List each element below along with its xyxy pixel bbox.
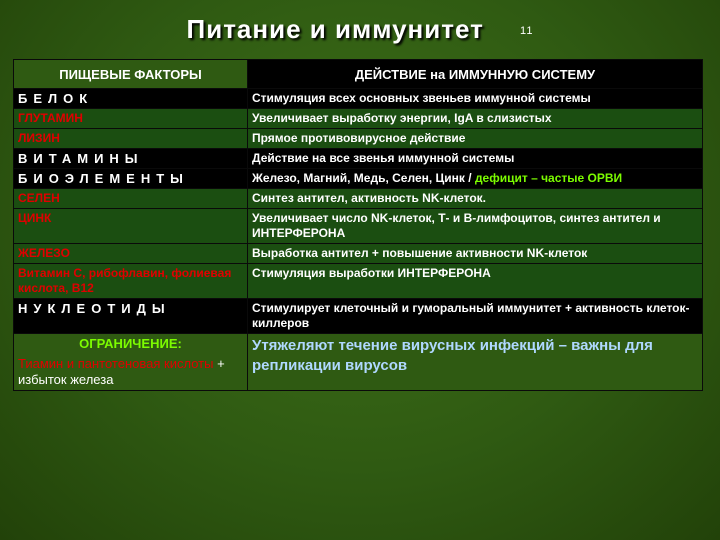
factor-cell: ГЛУТАМИН (14, 109, 248, 129)
effect-cell: Увеличивает число NK-клеток, Т- и В-лимфоцитов, синтез антител и ИНТЕРФЕРОНА (248, 209, 703, 244)
table-row (14, 209, 703, 244)
limitation-cell (14, 334, 248, 391)
deficit-note: дефицит – частые ОРВИ (474, 171, 623, 185)
factor-cell: ЖЕЛЕЗО (14, 244, 248, 264)
factor-cell: ЦИНК (14, 209, 248, 244)
table-row (14, 149, 703, 169)
table-row (14, 129, 703, 149)
limitation-extra: + избыток железа (18, 356, 225, 387)
table-row (14, 299, 703, 334)
table-row (14, 89, 703, 109)
slide-title (0, 14, 720, 45)
table-row (14, 109, 703, 129)
header-effect: ДЕЙСТВИЕ на ИММУННУЮ СИСТЕМУ (248, 60, 703, 89)
slide-number: 11 (520, 25, 534, 38)
effect-cell: Синтез антител, активность NK-клеток. (248, 189, 703, 209)
table-row (14, 169, 703, 189)
effect-text: Железо, Магний, Медь, Селен, Цинк / (252, 171, 475, 185)
effect-cell: Стимуляция всех основных звеньев иммунной системы (248, 89, 703, 109)
table-row (14, 334, 703, 391)
factor-cell: СЕЛЕН (14, 189, 248, 209)
limitation-text: Тиамин и пантотеновая кислоты (18, 356, 214, 371)
effect-cell: Прямое противовирусное действие (248, 129, 703, 149)
limitation-effect: Утяжеляют течение вирусных инфекций – важны для репликации вирусов (248, 334, 703, 391)
header-factors: ПИЩЕВЫЕ ФАКТОРЫ (14, 60, 248, 89)
slide-title-text: Питание и иммунитет (186, 14, 484, 44)
factor-cell: ЛИЗИН (14, 129, 248, 149)
table-row (14, 244, 703, 264)
factor-cell: БЕЛОК (14, 89, 248, 109)
table-row (14, 189, 703, 209)
factor-cell: Витамин С, рибофлавин, фолиевая кислота, В12 (14, 264, 248, 299)
table-row (14, 264, 703, 299)
factor-cell: БИОЭЛЕМЕНТЫ (14, 169, 248, 189)
effect-cell: Увеличивает выработку энергии, IgA в слизистых (248, 109, 703, 129)
nutrition-immunity-table (13, 59, 703, 391)
limitation-title: ОГРАНИЧЕНИЕ: (79, 336, 182, 351)
table-header-row (14, 60, 703, 89)
factor-cell: НУКЛЕОТИДЫ (14, 299, 248, 334)
effect-cell (248, 169, 703, 189)
effect-cell: Выработка антител + повышение активности NK-клеток (248, 244, 703, 264)
effect-cell: Стимулирует клеточный и гуморальный иммунитет + активность клеток-киллеров (248, 299, 703, 334)
effect-cell: Действие на все звенья иммунной системы (248, 149, 703, 169)
factor-cell: ВИТАМИНЫ (14, 149, 248, 169)
effect-cell: Стимуляция выработки ИНТЕРФЕРОНА (248, 264, 703, 299)
